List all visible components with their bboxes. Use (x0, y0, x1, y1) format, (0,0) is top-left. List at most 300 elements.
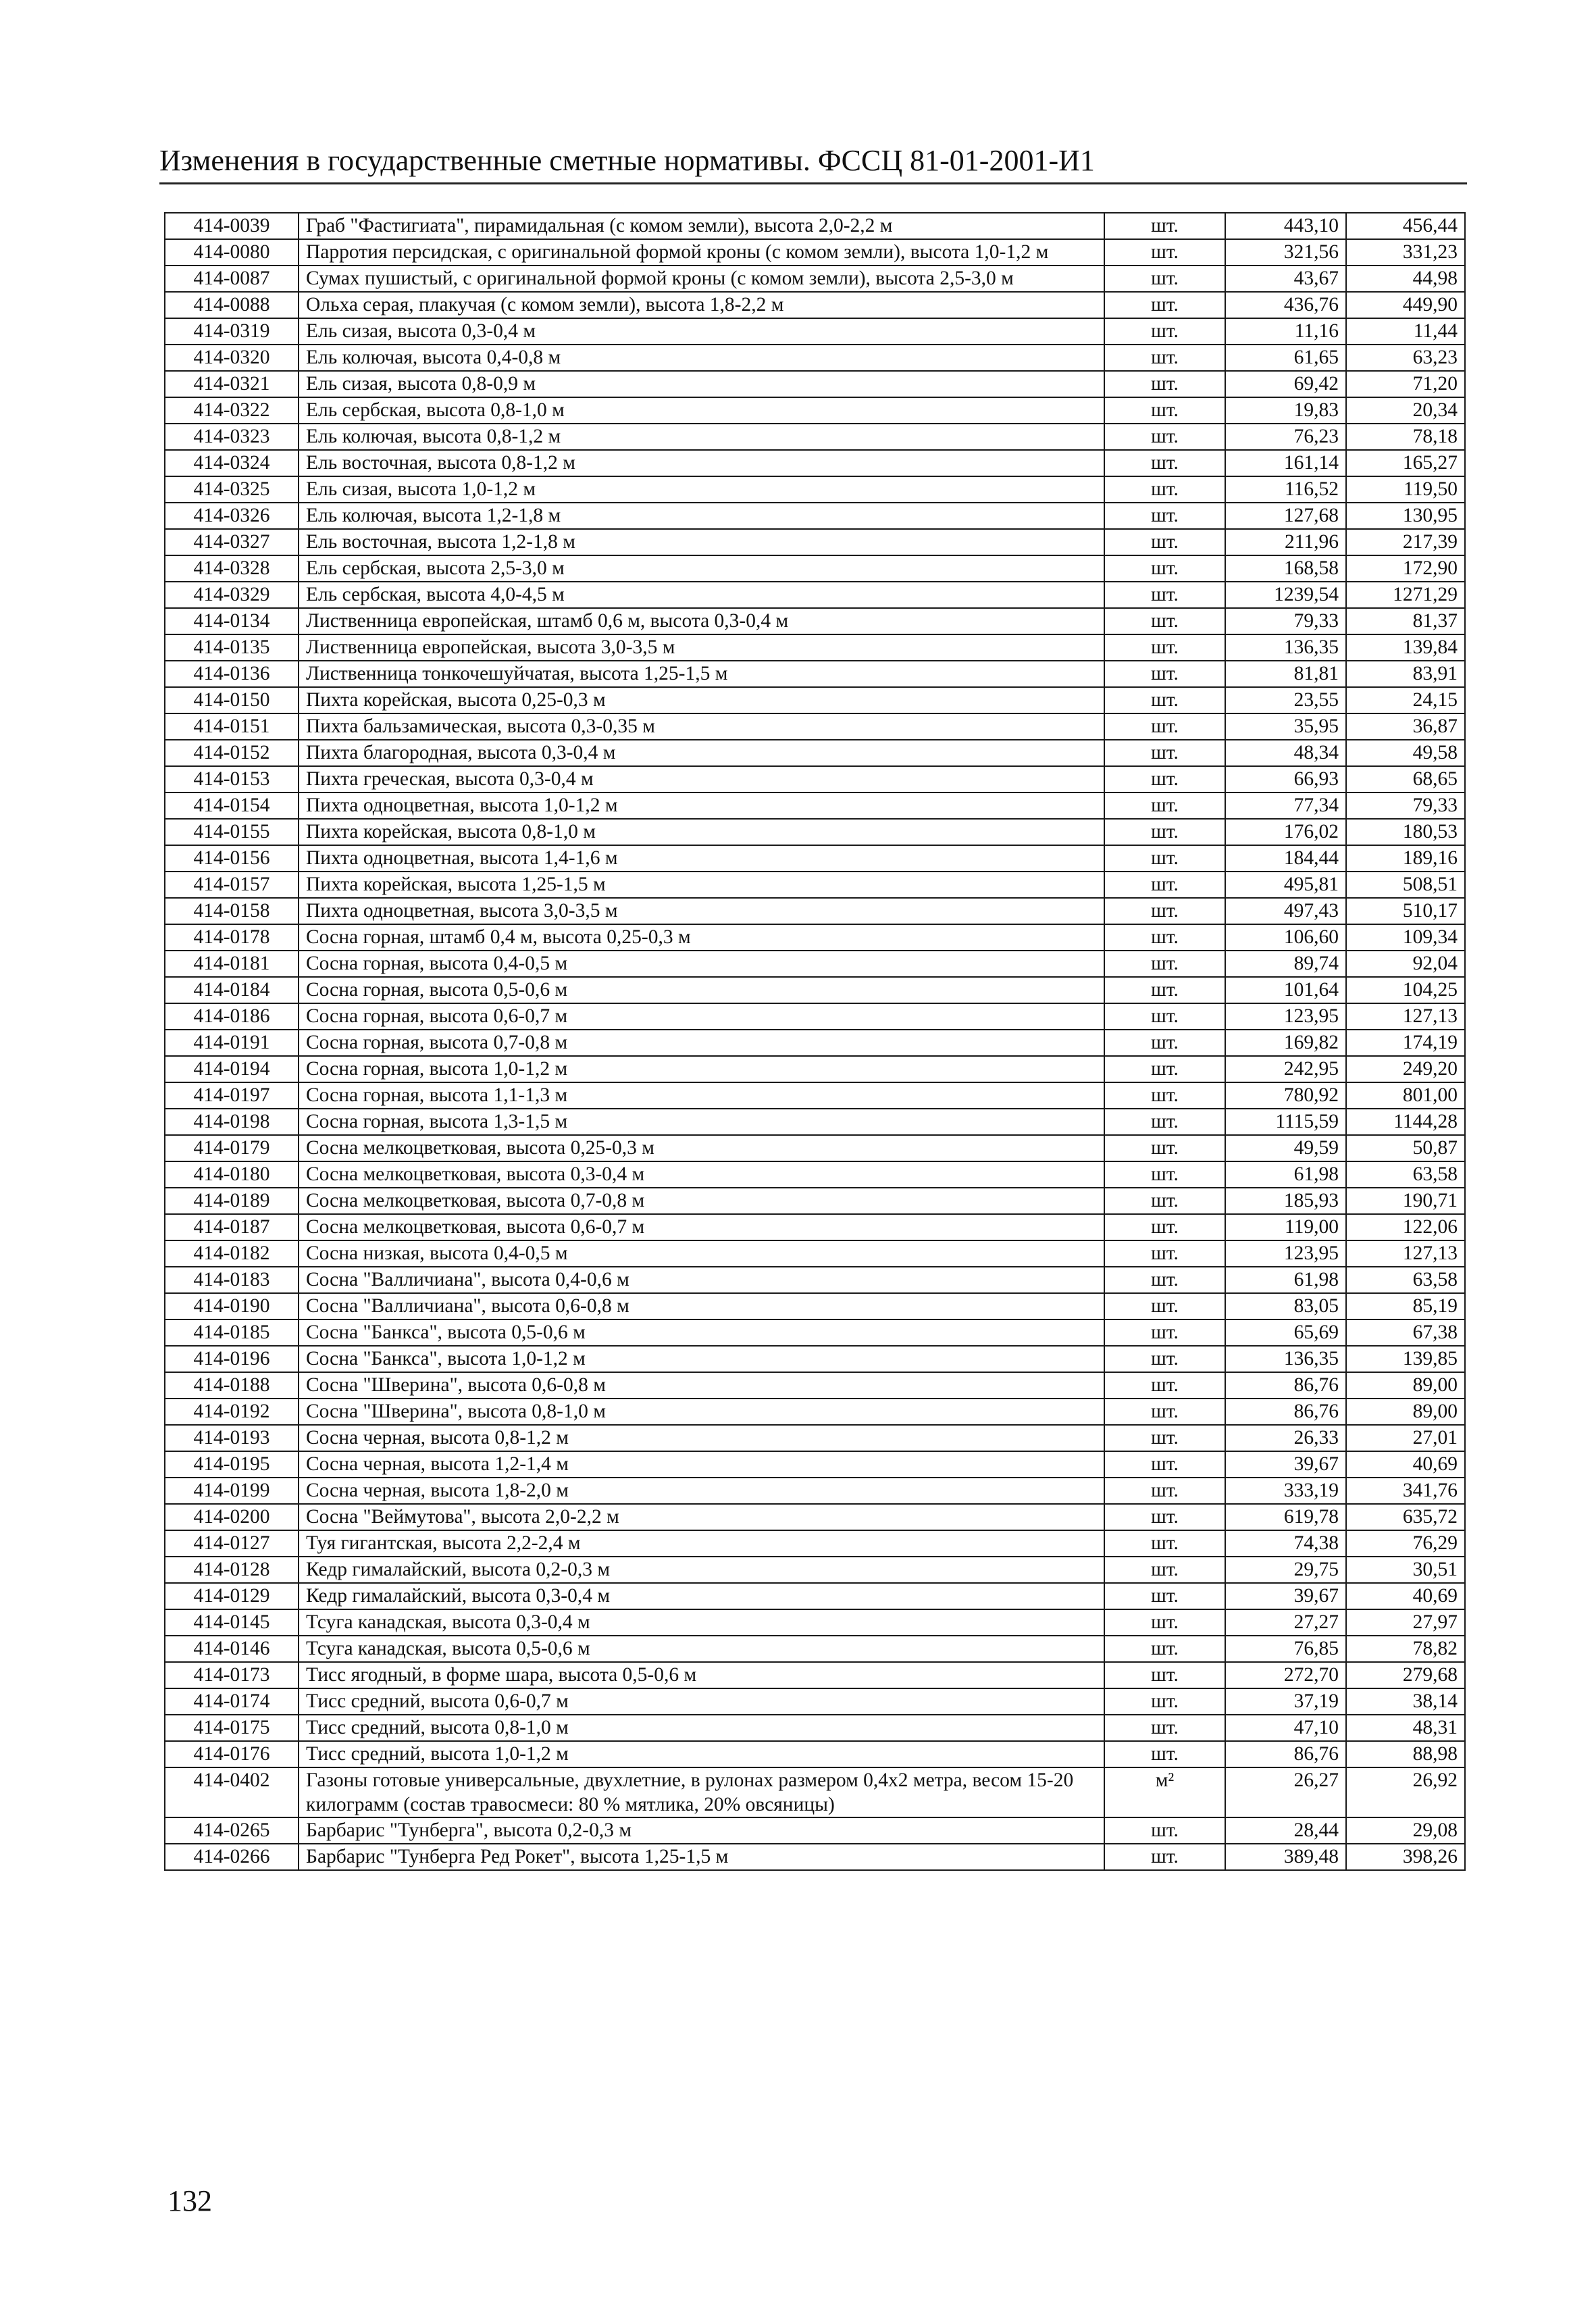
item-price-1: 29,75 (1225, 1557, 1346, 1583)
item-unit: шт. (1104, 898, 1225, 924)
item-name: Ель сербская, высота 4,0-4,5 м (299, 582, 1104, 608)
item-price-1: 77,34 (1225, 793, 1346, 819)
table-row (165, 1319, 1465, 1346)
item-price-2: 27,01 (1346, 1425, 1465, 1451)
item-price-1: 65,69 (1225, 1319, 1346, 1346)
item-code: 414-0180 (165, 1161, 299, 1188)
item-name: Лиственница европейская, штамб 0,6 м, высота 0,3-0,4 м (299, 608, 1104, 634)
item-unit: шт. (1104, 239, 1225, 266)
table-row (165, 476, 1465, 503)
item-name: Пихта благородная, высота 0,3-0,4 м (299, 740, 1104, 766)
item-code: 414-0328 (165, 555, 299, 582)
item-code: 414-0087 (165, 266, 299, 292)
table-row (165, 1688, 1465, 1715)
item-price-2: 174,19 (1346, 1030, 1465, 1056)
item-price-1: 61,98 (1225, 1267, 1346, 1293)
item-price-1: 123,95 (1225, 1240, 1346, 1267)
item-unit: шт. (1104, 1741, 1225, 1767)
item-unit: шт. (1104, 1636, 1225, 1662)
item-unit: шт. (1104, 1372, 1225, 1399)
table-row (165, 582, 1465, 608)
item-unit: шт. (1104, 476, 1225, 503)
item-unit: шт. (1104, 1214, 1225, 1240)
item-price-1: 106,60 (1225, 924, 1346, 951)
item-name: Сосна мелкоцветковая, высота 0,3-0,4 м (299, 1161, 1104, 1188)
item-name: Сосна горная, высота 0,6-0,7 м (299, 1003, 1104, 1030)
item-name: Сосна черная, высота 1,2-1,4 м (299, 1451, 1104, 1478)
item-name: Кедр гималайский, высота 0,2-0,3 м (299, 1557, 1104, 1583)
item-unit: шт. (1104, 713, 1225, 740)
table-row (165, 1425, 1465, 1451)
table-row (165, 608, 1465, 634)
item-code: 414-0326 (165, 503, 299, 529)
table-row (165, 397, 1465, 424)
item-price-1: 37,19 (1225, 1688, 1346, 1715)
item-price-2: 165,27 (1346, 450, 1465, 476)
item-unit: шт. (1104, 1715, 1225, 1741)
item-code: 414-0190 (165, 1293, 299, 1319)
item-unit: шт. (1104, 1346, 1225, 1372)
item-price-1: 127,68 (1225, 503, 1346, 529)
item-price-1: 74,38 (1225, 1530, 1346, 1557)
item-name: Ель сизая, высота 0,3-0,4 м (299, 318, 1104, 345)
item-unit: шт. (1104, 1188, 1225, 1214)
item-price-2: 83,91 (1346, 661, 1465, 687)
item-name: Ель сизая, высота 0,8-0,9 м (299, 371, 1104, 397)
item-unit: шт. (1104, 266, 1225, 292)
item-unit: шт. (1104, 872, 1225, 898)
item-name: Сосна низкая, высота 0,4-0,5 м (299, 1240, 1104, 1267)
item-code: 414-0183 (165, 1267, 299, 1293)
item-name: Сосна "Банкса", высота 1,0-1,2 м (299, 1346, 1104, 1372)
item-price-2: 49,58 (1346, 740, 1465, 766)
item-name: Пихта корейская, высота 0,25-0,3 м (299, 687, 1104, 713)
item-name: Сосна горная, высота 0,4-0,5 м (299, 951, 1104, 977)
item-code: 414-0189 (165, 1188, 299, 1214)
item-price-2: 189,16 (1346, 845, 1465, 872)
item-unit: шт. (1104, 1109, 1225, 1135)
item-name: Сосна "Валличиана", высота 0,6-0,8 м (299, 1293, 1104, 1319)
item-code: 414-0039 (165, 213, 299, 239)
item-code: 414-0151 (165, 713, 299, 740)
item-name: Ель сизая, высота 1,0-1,2 м (299, 476, 1104, 503)
item-price-2: 635,72 (1346, 1504, 1465, 1530)
item-price-2: 76,29 (1346, 1530, 1465, 1557)
item-price-2: 29,08 (1346, 1817, 1465, 1844)
item-price-1: 76,23 (1225, 424, 1346, 450)
item-name: Ель восточная, высота 1,2-1,8 м (299, 529, 1104, 555)
item-price-2: 190,71 (1346, 1188, 1465, 1214)
table-row (165, 1082, 1465, 1109)
item-name: Пихта корейская, высота 1,25-1,5 м (299, 872, 1104, 898)
item-unit: шт. (1104, 1399, 1225, 1425)
item-unit: шт. (1104, 1557, 1225, 1583)
item-name: Сосна "Валличиана", высота 0,4-0,6 м (299, 1267, 1104, 1293)
item-code: 414-0174 (165, 1688, 299, 1715)
item-price-2: 27,97 (1346, 1609, 1465, 1636)
item-price-2: 92,04 (1346, 951, 1465, 977)
item-unit: шт. (1104, 1425, 1225, 1451)
table-row (165, 872, 1465, 898)
item-price-1: 333,19 (1225, 1478, 1346, 1504)
item-code: 414-0196 (165, 1346, 299, 1372)
item-price-1: 116,52 (1225, 476, 1346, 503)
item-price-2: 122,06 (1346, 1214, 1465, 1240)
item-code: 414-0182 (165, 1240, 299, 1267)
item-price-1: 19,83 (1225, 397, 1346, 424)
item-price-2: 48,31 (1346, 1715, 1465, 1741)
item-code: 414-0188 (165, 1372, 299, 1399)
item-unit: шт. (1104, 766, 1225, 793)
item-name: Сумах пушистый, с оригинальной формой кроны (с комом земли), высота 2,5-3,0 м (299, 266, 1104, 292)
table-row (165, 450, 1465, 476)
item-price-2: 81,37 (1346, 608, 1465, 634)
table-row (165, 1135, 1465, 1161)
item-price-1: 83,05 (1225, 1293, 1346, 1319)
item-price-1: 43,67 (1225, 266, 1346, 292)
item-code: 414-0192 (165, 1399, 299, 1425)
item-price-1: 66,93 (1225, 766, 1346, 793)
table-row (165, 713, 1465, 740)
item-price-2: 79,33 (1346, 793, 1465, 819)
table-row (165, 1662, 1465, 1688)
item-price-2: 78,82 (1346, 1636, 1465, 1662)
item-price-1: 436,76 (1225, 292, 1346, 318)
item-unit: шт. (1104, 424, 1225, 450)
item-unit: шт. (1104, 608, 1225, 634)
item-price-1: 123,95 (1225, 1003, 1346, 1030)
item-name: Ель колючая, высота 0,4-0,8 м (299, 345, 1104, 371)
table-row (165, 292, 1465, 318)
table-row (165, 1056, 1465, 1082)
item-price-2: 456,44 (1346, 213, 1465, 239)
table-row (165, 1767, 1465, 1817)
item-name: Сосна черная, высота 0,8-1,2 м (299, 1425, 1104, 1451)
item-unit: шт. (1104, 924, 1225, 951)
item-unit: шт. (1104, 1609, 1225, 1636)
item-price-1: 119,00 (1225, 1214, 1346, 1240)
item-price-1: 76,85 (1225, 1636, 1346, 1662)
table-row (165, 1478, 1465, 1504)
item-price-1: 184,44 (1225, 845, 1346, 872)
table-row (165, 1504, 1465, 1530)
item-price-2: 139,85 (1346, 1346, 1465, 1372)
item-name: Ель колючая, высота 1,2-1,8 м (299, 503, 1104, 529)
table-row (165, 371, 1465, 397)
item-price-2: 50,87 (1346, 1135, 1465, 1161)
item-name: Газоны готовые универсальные, двухлетние, в рулонах размером 0,4x2 метра, весом 15-20 килограмм (состав травосмеси: 80 % мятлика, 20% овсяницы) (299, 1767, 1104, 1817)
item-price-1: 272,70 (1225, 1662, 1346, 1688)
item-price-2: 104,25 (1346, 977, 1465, 1003)
item-name: Сосна мелкоцветковая, высота 0,7-0,8 м (299, 1188, 1104, 1214)
item-code: 414-0185 (165, 1319, 299, 1346)
item-unit: шт. (1104, 555, 1225, 582)
item-name: Сосна горная, штамб 0,4 м, высота 0,25-0,3 м (299, 924, 1104, 951)
table-row (165, 687, 1465, 713)
item-code: 414-0080 (165, 239, 299, 266)
item-price-2: 44,98 (1346, 266, 1465, 292)
item-unit: шт. (1104, 397, 1225, 424)
table-row (165, 318, 1465, 345)
item-price-1: 23,55 (1225, 687, 1346, 713)
item-price-1: 495,81 (1225, 872, 1346, 898)
price-table (164, 212, 1466, 1871)
table-row (165, 1844, 1465, 1870)
item-code: 414-0129 (165, 1583, 299, 1609)
item-name: Пихта бальзамическая, высота 0,3-0,35 м (299, 713, 1104, 740)
item-name: Парротия персидская, с оригинальной формой кроны (с комом земли), высота 1,0-1,2 м (299, 239, 1104, 266)
item-price-1: 389,48 (1225, 1844, 1346, 1870)
item-price-1: 49,59 (1225, 1135, 1346, 1161)
item-code: 414-0134 (165, 608, 299, 634)
item-price-2: 89,00 (1346, 1372, 1465, 1399)
item-name: Сосна "Шверина", высота 0,8-1,0 м (299, 1399, 1104, 1425)
item-code: 414-0321 (165, 371, 299, 397)
item-unit: шт. (1104, 1161, 1225, 1188)
item-price-2: 78,18 (1346, 424, 1465, 450)
item-price-2: 217,39 (1346, 529, 1465, 555)
item-unit: шт. (1104, 1688, 1225, 1715)
table-row (165, 503, 1465, 529)
item-price-2: 801,00 (1346, 1082, 1465, 1109)
item-name: Тисс ягодный, в форме шара, высота 0,5-0,6 м (299, 1662, 1104, 1688)
item-unit: шт. (1104, 1319, 1225, 1346)
item-price-1: 79,33 (1225, 608, 1346, 634)
item-name: Сосна "Шверина", высота 0,6-0,8 м (299, 1372, 1104, 1399)
item-unit: шт. (1104, 1844, 1225, 1870)
item-unit: шт. (1104, 582, 1225, 608)
item-unit: шт. (1104, 213, 1225, 239)
item-code: 414-0136 (165, 661, 299, 687)
item-code: 414-0266 (165, 1844, 299, 1870)
item-name: Барбарис "Тунберга", высота 0,2-0,3 м (299, 1817, 1104, 1844)
table-row (165, 266, 1465, 292)
item-price-2: 38,14 (1346, 1688, 1465, 1715)
price-table-body (165, 213, 1465, 1870)
item-name: Ель колючая, высота 0,8-1,2 м (299, 424, 1104, 450)
item-name: Лиственница европейская, высота 3,0-3,5 м (299, 634, 1104, 661)
item-price-2: 331,23 (1346, 239, 1465, 266)
table-row (165, 1741, 1465, 1767)
item-code: 414-0157 (165, 872, 299, 898)
item-code: 414-0154 (165, 793, 299, 819)
table-row (165, 1030, 1465, 1056)
item-code: 414-0319 (165, 318, 299, 345)
item-unit: шт. (1104, 318, 1225, 345)
table-row (165, 766, 1465, 793)
page-header-title: Изменения в государственные сметные нормативы. ФССЦ 81-01-2001-И1 (159, 144, 1095, 177)
table-row (165, 1267, 1465, 1293)
item-code: 414-0155 (165, 819, 299, 845)
item-price-1: 89,74 (1225, 951, 1346, 977)
item-price-1: 69,42 (1225, 371, 1346, 397)
item-name: Кедр гималайский, высота 0,3-0,4 м (299, 1583, 1104, 1609)
table-row (165, 977, 1465, 1003)
item-unit: шт. (1104, 1817, 1225, 1844)
item-unit: шт. (1104, 1478, 1225, 1504)
item-code: 414-0181 (165, 951, 299, 977)
item-name: Тисс средний, высота 0,6-0,7 м (299, 1688, 1104, 1715)
item-price-1: 26,33 (1225, 1425, 1346, 1451)
item-code: 414-0127 (165, 1530, 299, 1557)
item-code: 414-0187 (165, 1214, 299, 1240)
table-row (165, 1372, 1465, 1399)
item-price-1: 39,67 (1225, 1583, 1346, 1609)
item-unit: шт. (1104, 977, 1225, 1003)
item-unit: шт. (1104, 1530, 1225, 1557)
item-price-1: 321,56 (1225, 239, 1346, 266)
item-price-1: 168,58 (1225, 555, 1346, 582)
item-price-2: 63,58 (1346, 1267, 1465, 1293)
item-name: Сосна горная, высота 1,1-1,3 м (299, 1082, 1104, 1109)
item-price-1: 61,65 (1225, 345, 1346, 371)
item-unit: шт. (1104, 740, 1225, 766)
header-rule (159, 182, 1467, 184)
item-code: 414-0158 (165, 898, 299, 924)
item-code: 414-0145 (165, 1609, 299, 1636)
item-unit: шт. (1104, 951, 1225, 977)
item-code: 414-0175 (165, 1715, 299, 1741)
item-unit: шт. (1104, 1003, 1225, 1030)
table-row (165, 1530, 1465, 1557)
item-code: 414-0325 (165, 476, 299, 503)
item-price-1: 11,16 (1225, 318, 1346, 345)
item-code: 414-0402 (165, 1767, 299, 1817)
item-code: 414-0179 (165, 1135, 299, 1161)
table-row (165, 1451, 1465, 1478)
table-row (165, 345, 1465, 371)
table-row (165, 1715, 1465, 1741)
item-unit: шт. (1104, 371, 1225, 397)
item-price-1: 136,35 (1225, 1346, 1346, 1372)
item-code: 414-0176 (165, 1741, 299, 1767)
table-row (165, 1240, 1465, 1267)
item-price-2: 508,51 (1346, 872, 1465, 898)
item-price-2: 510,17 (1346, 898, 1465, 924)
item-price-2: 180,53 (1346, 819, 1465, 845)
item-code: 414-0184 (165, 977, 299, 1003)
item-price-1: 35,95 (1225, 713, 1346, 740)
item-price-2: 24,15 (1346, 687, 1465, 713)
item-price-2: 20,34 (1346, 397, 1465, 424)
item-price-1: 86,76 (1225, 1372, 1346, 1399)
item-price-1: 169,82 (1225, 1030, 1346, 1056)
item-unit: шт. (1104, 450, 1225, 476)
item-name: Ель сербская, высота 0,8-1,0 м (299, 397, 1104, 424)
item-price-2: 36,87 (1346, 713, 1465, 740)
item-code: 414-0178 (165, 924, 299, 951)
item-code: 414-0197 (165, 1082, 299, 1109)
item-price-1: 185,93 (1225, 1188, 1346, 1214)
item-price-1: 81,81 (1225, 661, 1346, 687)
item-price-2: 40,69 (1346, 1583, 1465, 1609)
item-price-1: 136,35 (1225, 634, 1346, 661)
table-row (165, 1109, 1465, 1135)
item-price-2: 249,20 (1346, 1056, 1465, 1082)
item-price-2: 30,51 (1346, 1557, 1465, 1583)
table-row (165, 819, 1465, 845)
table-row (165, 898, 1465, 924)
item-price-2: 119,50 (1346, 476, 1465, 503)
item-price-2: 11,44 (1346, 318, 1465, 345)
item-name: Пихта греческая, высота 0,3-0,4 м (299, 766, 1104, 793)
item-unit: шт. (1104, 292, 1225, 318)
item-code: 414-0156 (165, 845, 299, 872)
item-name: Сосна горная, высота 1,0-1,2 м (299, 1056, 1104, 1082)
table-row (165, 661, 1465, 687)
item-price-1: 39,67 (1225, 1451, 1346, 1478)
item-code: 414-0194 (165, 1056, 299, 1082)
item-price-2: 127,13 (1346, 1240, 1465, 1267)
item-price-2: 71,20 (1346, 371, 1465, 397)
item-price-1: 101,64 (1225, 977, 1346, 1003)
table-row (165, 1003, 1465, 1030)
item-price-2: 68,65 (1346, 766, 1465, 793)
item-code: 414-0199 (165, 1478, 299, 1504)
item-name: Ольха серая, плакучая (с комом земли), высота 1,8-2,2 м (299, 292, 1104, 318)
item-code: 414-0195 (165, 1451, 299, 1478)
table-row (165, 1214, 1465, 1240)
item-unit: шт. (1104, 1082, 1225, 1109)
table-row (165, 740, 1465, 766)
table-row (165, 634, 1465, 661)
item-unit: м² (1104, 1767, 1225, 1817)
item-code: 414-0150 (165, 687, 299, 713)
item-unit: шт. (1104, 819, 1225, 845)
table-row (165, 1609, 1465, 1636)
table-row (165, 1188, 1465, 1214)
table-row (165, 924, 1465, 951)
item-name: Пихта одноцветная, высота 3,0-3,5 м (299, 898, 1104, 924)
item-code: 414-0329 (165, 582, 299, 608)
item-unit: шт. (1104, 1293, 1225, 1319)
table-row (165, 213, 1465, 239)
item-price-2: 1144,28 (1346, 1109, 1465, 1135)
item-price-1: 780,92 (1225, 1082, 1346, 1109)
item-price-2: 67,38 (1346, 1319, 1465, 1346)
item-price-2: 139,84 (1346, 634, 1465, 661)
table-row (165, 239, 1465, 266)
table-row (165, 1557, 1465, 1583)
item-code: 414-0320 (165, 345, 299, 371)
item-price-1: 1239,54 (1225, 582, 1346, 608)
item-unit: шт. (1104, 845, 1225, 872)
item-price-2: 88,98 (1346, 1741, 1465, 1767)
item-price-2: 26,92 (1346, 1767, 1465, 1817)
table-row (165, 1583, 1465, 1609)
item-price-1: 497,43 (1225, 898, 1346, 924)
item-name: Граб "Фастигиата", пирамидальная (с комом земли), высота 2,0-2,2 м (299, 213, 1104, 239)
item-code: 414-0173 (165, 1662, 299, 1688)
item-name: Ель сербская, высота 2,5-3,0 м (299, 555, 1104, 582)
item-price-1: 61,98 (1225, 1161, 1346, 1188)
item-name: Тсуга канадская, высота 0,3-0,4 м (299, 1609, 1104, 1636)
table-row (165, 951, 1465, 977)
item-name: Ель восточная, высота 0,8-1,2 м (299, 450, 1104, 476)
item-code: 414-0088 (165, 292, 299, 318)
item-unit: шт. (1104, 1504, 1225, 1530)
item-price-1: 1115,59 (1225, 1109, 1346, 1135)
item-name: Сосна мелкоцветковая, высота 0,6-0,7 м (299, 1214, 1104, 1240)
item-unit: шт. (1104, 1240, 1225, 1267)
item-unit: шт. (1104, 634, 1225, 661)
item-name: Сосна черная, высота 1,8-2,0 м (299, 1478, 1104, 1504)
item-code: 414-0265 (165, 1817, 299, 1844)
item-price-1: 443,10 (1225, 213, 1346, 239)
table-row (165, 1817, 1465, 1844)
item-name: Сосна горная, высота 0,5-0,6 м (299, 977, 1104, 1003)
item-unit: шт. (1104, 529, 1225, 555)
